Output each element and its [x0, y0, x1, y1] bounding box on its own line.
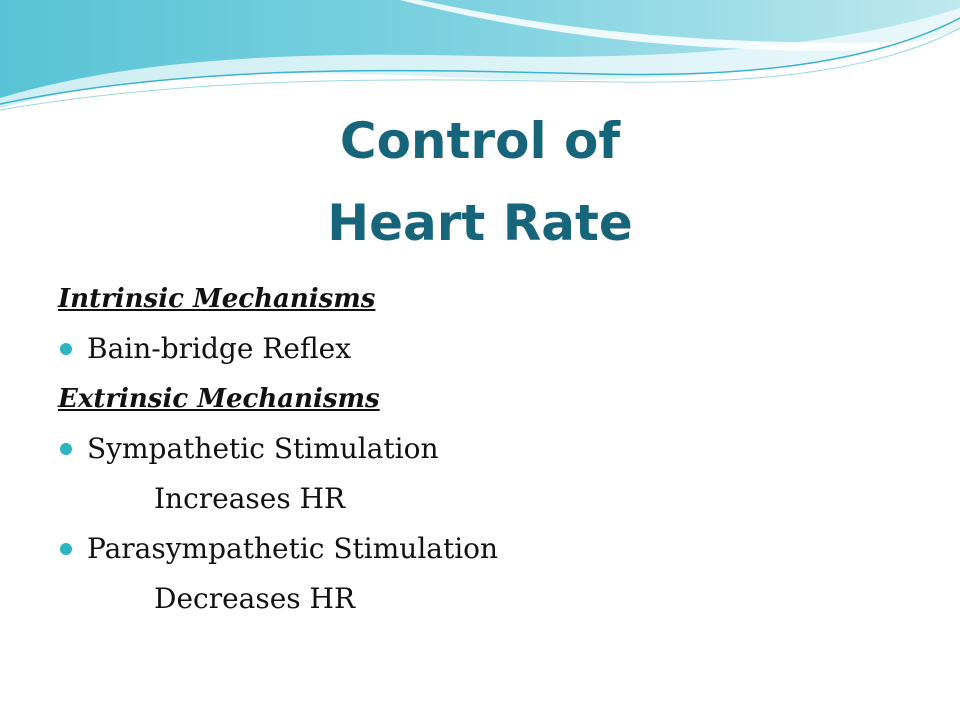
bullet-dot-icon: [60, 543, 72, 555]
slide-content: [58, 274, 918, 624]
sympathetic-effect: Increases HR: [154, 482, 346, 515]
parasympathetic-effect: Decreases HR: [154, 582, 356, 615]
list-item-parasympathetic: [58, 524, 918, 574]
intrinsic-heading: Intrinsic Mechanisms: [58, 284, 376, 314]
list-item-bainbridge: [58, 324, 918, 374]
slide-title: [0, 100, 960, 264]
list-item-sympathetic: [58, 424, 918, 474]
title-line-1: Control of: [339, 112, 621, 170]
bullet-text: Sympathetic Stimulation: [87, 432, 439, 465]
bullet-dot-icon: [60, 343, 72, 355]
bullet-dot-icon: [60, 443, 72, 455]
extrinsic-heading: Extrinsic Mechanisms: [58, 384, 380, 414]
bullet-text: Bain-bridge Reflex: [87, 332, 351, 365]
title-line-2: Heart Rate: [327, 194, 633, 252]
bullet-text: Parasympathetic Stimulation: [87, 532, 499, 565]
